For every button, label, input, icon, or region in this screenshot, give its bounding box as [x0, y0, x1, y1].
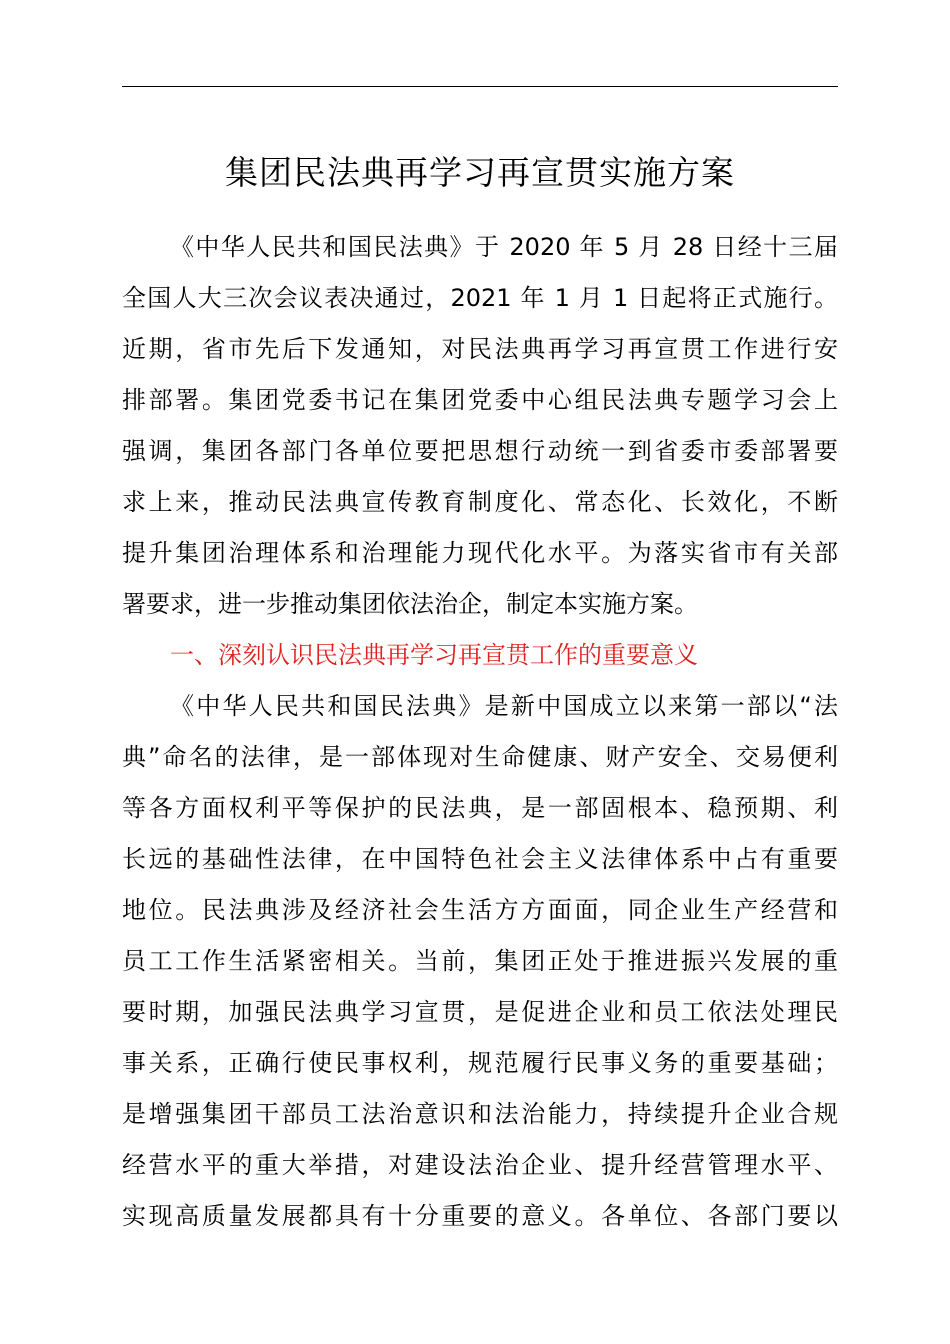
header-rule	[122, 86, 838, 87]
document-title: 集团民法典再学习再宣贯实施方案	[225, 153, 735, 192]
paragraph-line: 事关系，正确行使民事权利，规范履行民事义务的重要基础；	[122, 1049, 838, 1077]
paragraph-line: 《中华人民共和国民法典》是新中国成立以来第一部以“法	[170, 692, 838, 720]
paragraph-line: 经营水平的重大举措，对建设法治企业、提升经营管理水平、	[122, 1151, 838, 1179]
paragraph-line: 要时期，加强民法典学习宣贯，是促进企业和员工依法处理民	[122, 998, 838, 1026]
paragraph-line: 是增强集团干部员工法治意识和法治能力，持续提升企业合规	[122, 1100, 838, 1128]
paragraph-line: 近期，省市先后下发通知，对民法典再学习再宣贯工作进行安	[122, 335, 838, 363]
paragraph-line: 排部署。集团党委书记在集团党委中心组民法典专题学习会上	[122, 386, 838, 414]
paragraph-line: 提升集团治理体系和治理能力现代化水平。为落实省市有关部	[122, 539, 838, 567]
paragraph-line: 地位。民法典涉及经济社会生活方方面面，同企业生产经营和	[122, 896, 838, 924]
paragraph-line: 强调，集团各部门各单位要把思想行动统一到省委市委部署要	[122, 437, 838, 465]
paragraph-line: 全国人大三次会议表决通过，2021 年 1 月 1 日起将正式施行。	[122, 284, 838, 312]
document-body	[122, 222, 838, 1242]
paragraph-line: 求上来，推动民法典宣传教育制度化、常态化、长效化，不断	[122, 488, 838, 516]
section-heading: 一、深刻认识民法典再学习再宣贯工作的重要意义	[170, 641, 698, 669]
paragraph-line: 典”命名的法律，是一部体现对生命健康、财产安全、交易便利	[122, 743, 838, 771]
paragraph-line: 《中华人民共和国民法典》于 2020 年 5 月 28 日经十三届	[170, 233, 838, 261]
paragraph-intro	[122, 222, 838, 630]
paragraph-line: 署要求，进一步推动集团依法治企，制定本实施方案。	[122, 590, 698, 618]
paragraph-line: 员工工作生活紧密相关。当前，集团正处于推进振兴发展的重	[122, 947, 838, 975]
paragraph-line: 等各方面权利平等保护的民法典，是一部固根本、稳预期、利	[122, 794, 838, 822]
paragraph-significance	[122, 681, 838, 1242]
paragraph-line: 长远的基础性法律，在中国特色社会主义法律体系中占有重要	[122, 845, 838, 873]
paragraph-line: 实现高质量发展都具有十分重要的意义。各单位、各部门要以	[122, 1202, 838, 1230]
